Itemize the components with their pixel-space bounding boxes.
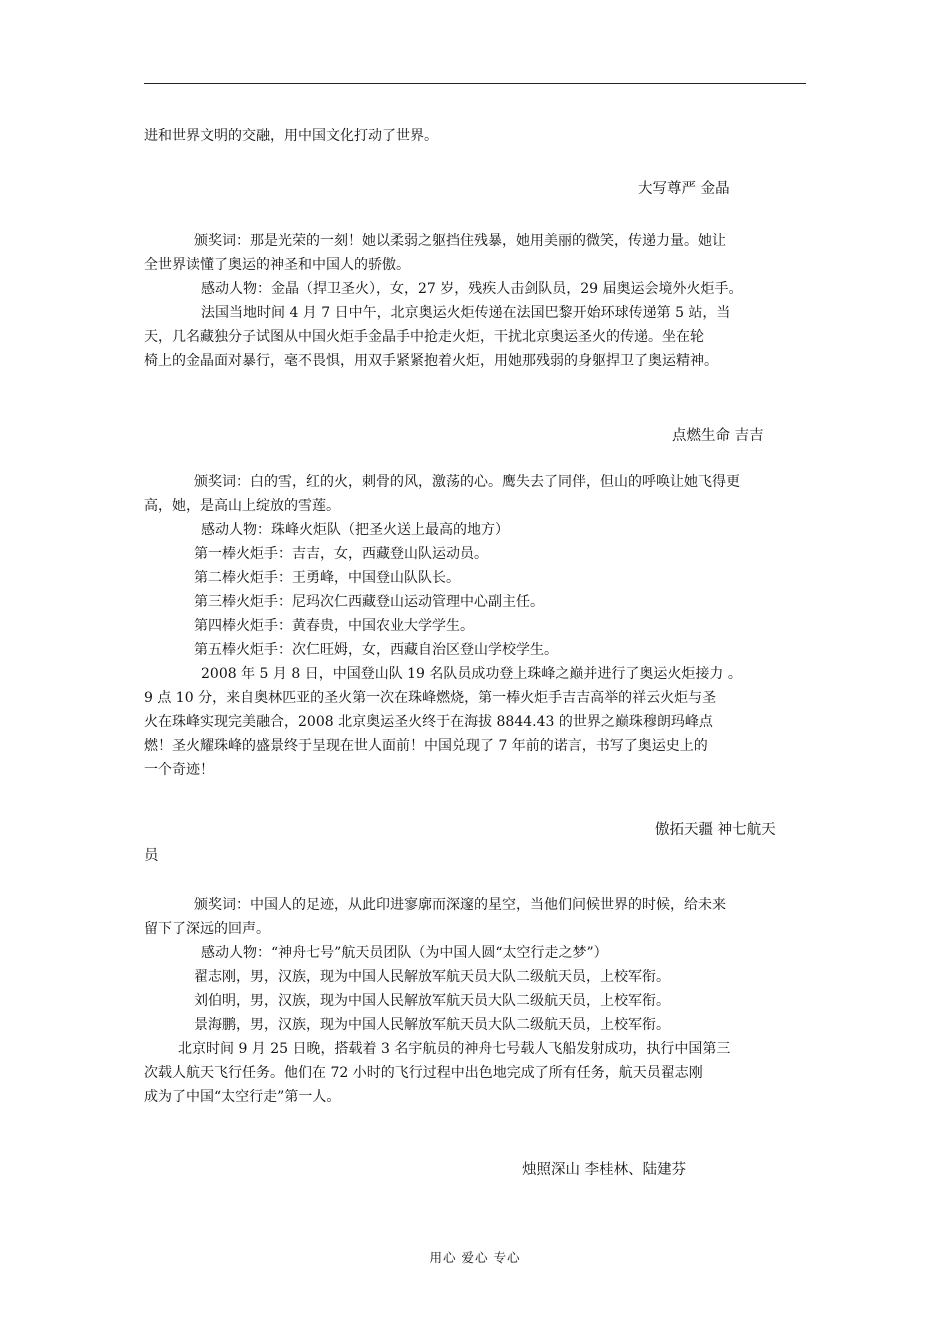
text-line: 颁奖词：那是光荣的一刻！她以柔弱之躯挡住残暴，她用美丽的微笑，传递力量。她让 [194, 233, 726, 249]
text-line: 2008 年 5 月 8 日，中国登山队 19 名队员成功登上珠峰之巅并进行了奥运火炬接力 。 [201, 666, 742, 682]
section-title: 傲拓天疆 神七航天 [655, 822, 776, 838]
text-line: 第四棒火炬手：黄春贵，中国农业大学学生。 [194, 618, 474, 634]
text-line: 感动人物：珠峰火炬队（把圣火送上最高的地方） [201, 522, 509, 538]
text-line: 椅上的金晶面对暴行，毫不畏惧，用双手紧紧抱着火炬，用她那残弱的身躯捍卫了奥运精神。 [144, 353, 718, 369]
text-line: 北京时间 9 月 25 日晚，搭载着 3 名宇航员的神舟七号载人飞船发射成功，执行中国第三 [178, 1041, 731, 1057]
text-line: 翟志刚，男，汉族，现为中国人民解放军航天员大队二级航天员，上校军衔。 [194, 969, 670, 985]
page-footer: 用心 爱心 专心 [429, 1250, 521, 1265]
text-line: 感动人物：金晶（捍卫圣火），女，27 岁，残疾人击剑队员，29 届奥运会境外火炬手。 [201, 281, 743, 297]
text-line: 全世界读懂了奥运的神圣和中国人的骄傲。 [144, 257, 410, 273]
text-line: 火在珠峰实现完美融合，2008 北京奥运圣火终于在海拔 8844.43 的世界之巅珠穆朗玛峰点 [144, 714, 713, 730]
section-title: 点燃生命 吉吉 [672, 428, 764, 444]
text-line: 进和世界文明的交融，用中国文化打动了世界。 [144, 128, 438, 144]
text-line: 一个奇迹！ [144, 762, 214, 778]
section-title: 大写尊严 金晶 [638, 181, 730, 197]
text-line: 第二棒火炬手：王勇峰，中国登山队队长。 [194, 570, 460, 586]
text-line: 9 点 10 分，来自奥林匹亚的圣火第一次在珠峰燃烧，第一棒火炬手吉吉高举的祥云火炬与圣 [144, 690, 717, 706]
text-line: 成为了中国“太空行走”第一人。 [144, 1089, 341, 1105]
text-line: 颁奖词：中国人的足迹，从此印进寥廓而深邃的星空，当他们问候世界的时候，给未来 [194, 897, 726, 913]
text-line: 刘伯明，男，汉族，现为中国人民解放军航天员大队二级航天员，上校军衔。 [194, 993, 670, 1009]
section-title: 烛照深山 李桂林、陆建芬 [522, 1162, 687, 1178]
text-line: 颁奖词：白的雪，红的火，刺骨的风，激荡的心。鹰失去了同伴，但山的呼唤让她飞得更 [194, 474, 740, 490]
text-line: 燃！圣火耀珠峰的盛景终于呈现在世人面前！中国兑现了 7 年前的诺言，书写了奥运史上的 [144, 738, 708, 754]
text-line: 高，她，是高山上绽放的雪莲。 [144, 498, 340, 514]
text-line: 第五棒火炬手：次仁旺姆，女，西藏自治区登山学校学生。 [194, 642, 558, 658]
text-line: 景海鹏，男，汉族，现为中国人民解放军航天员大队二级航天员，上校军衔。 [194, 1017, 670, 1033]
header-rule [144, 83, 806, 84]
text-line: 第三棒火炬手：尼玛次仁西藏登山运动管理中心副主任。 [194, 594, 544, 610]
text-line: 留下了深远的回声。 [144, 921, 270, 937]
text-line: 次载人航天飞行任务。他们在 72 小时的飞行过程中出色地完成了所有任务，航天员翟志刚 [144, 1065, 703, 1081]
section-title-continued: 员 [144, 848, 159, 864]
text-line: 法国当地时间 4 月 7 日中午，北京奥运火炬传递在法国巴黎开始环球传递第 5 站，当 [201, 305, 731, 321]
text-line: 感动人物：“神舟七号”航天员团队（为中国人圆“太空行走之梦”） [201, 945, 608, 961]
text-line: 第一棒火炬手：吉吉，女，西藏登山队运动员。 [194, 546, 488, 562]
text-line: 天，几名藏独分子试图从中国火炬手金晶手中抢走火炬，干扰北京奥运圣火的传递。坐在轮 [144, 329, 704, 345]
